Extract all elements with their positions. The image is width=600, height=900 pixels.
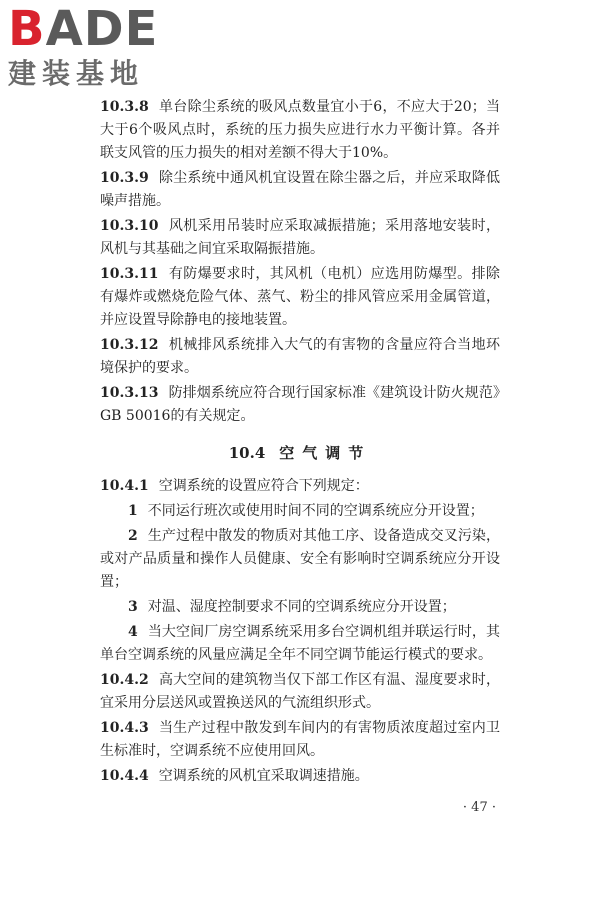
clause-10-3-12: 10.3.12 机械排风系统排入大气的有害物的含量应符合当地环境保护的要求。 xyxy=(100,337,500,376)
clause-10-3-8: 10.3.8 单台除尘系统的吸风点数量宜小于6，不应大于20；当大于6个吸风点时，系统的压力损失应进行水力平衡计算。各并联支风管的压力损失的相对差额不得大于10%。 xyxy=(100,99,500,161)
list-item: 3 对温、湿度控制要求不同的空调系统应分开设置； xyxy=(128,599,456,615)
list-item: 1 不同运行班次或使用时间不同的空调系统应分开设置； xyxy=(128,503,484,519)
list-item: 4 当大空间厂房空调系统采用多台空调机组并联运行时，其单台空调系统的风量应满足全年不同空调节能运行模式的要求。 xyxy=(100,624,500,663)
brand-logo xyxy=(8,1,178,96)
section-heading: 10.4 空气调节 xyxy=(228,444,372,462)
clause-10-3-11: 10.3.11 有防爆要求时，其风机（电机）应选用防爆型。排除有爆炸或燃烧危险气体、蒸气、粉尘的排风管应采用金属管道，并应设置导除静电的接地装置。 xyxy=(100,266,500,328)
clause-10-4-4: 10.4.4 空调系统的风机宜采取调速措施。 xyxy=(100,768,369,784)
logo-wordmark: BADE xyxy=(8,1,159,57)
document-body xyxy=(100,96,500,790)
clause-10-3-13: 10.3.13 防排烟系统应符合现行国家标准《建筑设计防火规范》GB 50016的有关规定。 xyxy=(100,385,500,424)
list-item: 2 生产过程中散发的物质对其他工序、设备造成交叉污染，或对产品质量和操作人员健康、安全有影响时空调系统应分开设置； xyxy=(100,528,500,590)
clause-10-4-1: 10.4.1 空调系统的设置应符合下列规定： xyxy=(100,478,369,494)
clause-10-4-3: 10.4.3 当生产过程中散发到车间内的有害物质浓度超过室内卫生标准时，空调系统不应使用回风。 xyxy=(100,720,500,759)
page-number: · 47 · xyxy=(462,800,496,815)
clause-10-3-9: 10.3.9 除尘系统中通风机宜设置在除尘器之后，并应采取降低噪声措施。 xyxy=(100,170,500,209)
clause-10-4-2: 10.4.2 高大空间的建筑物当仅下部工作区有温、湿度要求时，宜采用分层送风或置换送风的气流组织形式。 xyxy=(100,672,500,711)
clause-10-3-10: 10.3.10 风机采用吊装时应采取减振措施；采用落地安装时，风机与其基础之间宜采取隔振措施。 xyxy=(100,218,500,257)
logo-subtitle: 建装基地 xyxy=(8,57,145,90)
